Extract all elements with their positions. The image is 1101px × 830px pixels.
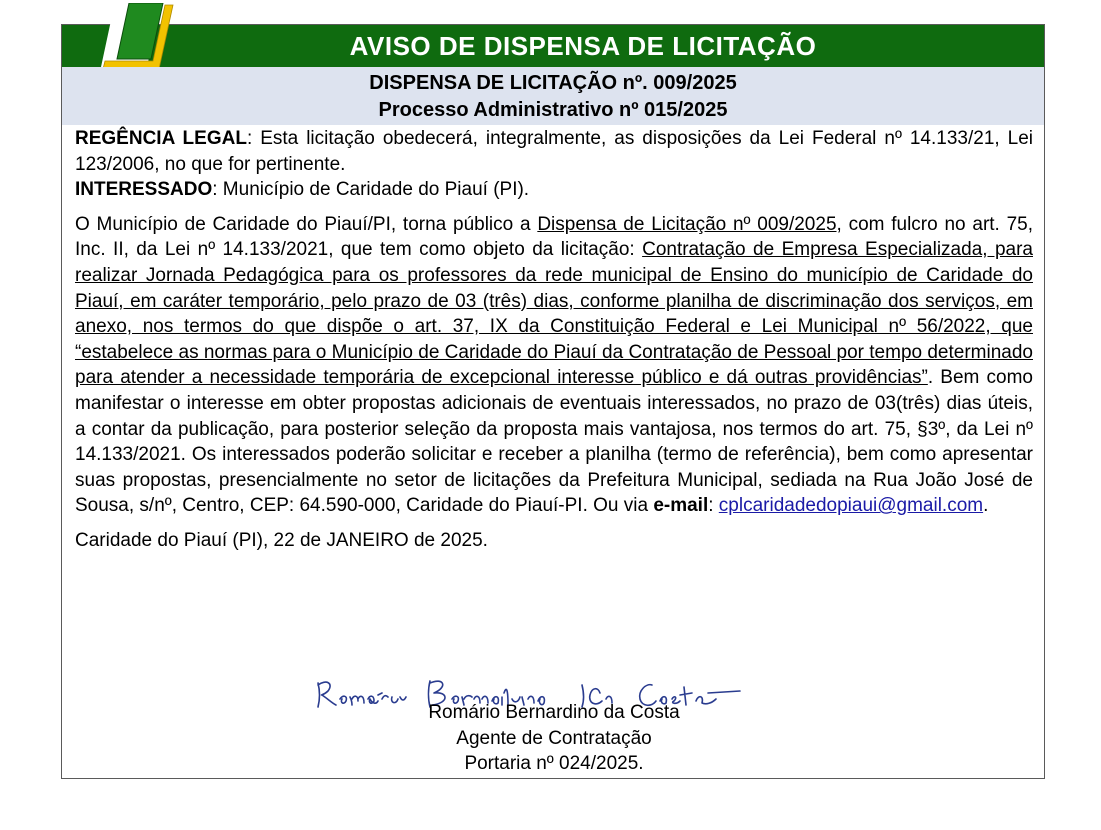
regencia-label: REGÊNCIA LEGAL (75, 128, 247, 149)
email-link[interactable]: cplcaridadedopiaui@gmail.com (718, 495, 984, 517)
signatory-name: Romário Bernardino da Costa (428, 702, 680, 723)
processo-number: Processo Administrativo nº 015/2025 (378, 99, 728, 121)
notice-frame (61, 24, 1045, 779)
signatory-portaria: Portaria nº 024/2025. (464, 753, 644, 775)
main-paragraph (75, 212, 1033, 519)
interessado-paragraph (75, 177, 1033, 203)
rest-text: . Bem como manifestar o interesse em obter propostas adicionais de eventuais interessados, no prazo de 03(três) dias úteis, a contar da publicação, para posterior seleção da proposta mais vantajosa, nos termos do art. 75, §3º, da Lei nº 14.133/2021. Os interessados poderão solicitar e receber a planilha (termo de referência), bem como apresentar suas propostas, presencialmente no setor de licitações da Prefeitura Municipal, sediada na Rua João José de Sousa, s/nº, Centro, CEP: 64.590-000, Caridade do Piauí-PI. Ou via (75, 367, 1033, 517)
regencia-text: : Esta licitação obedecerá, integralmente, as disposições da Lei Federal nº 14.133/21, Lei 123/2006, no que for pertinente. (75, 128, 1034, 175)
email-colon: : (708, 495, 719, 517)
interessado-text: : Município de Caridade do Piauí (PI). (212, 179, 530, 201)
interessado-label: INTERESSADO (75, 179, 213, 201)
signature-block (62, 673, 1046, 783)
fulcro-text: , com fulcro no art. 75, Inc. II, da Lei nº 14.133/2021, que tem como objeto da licitação: (75, 213, 1034, 261)
dispensa-number: DISPENSA DE LICITAÇÃO nº. 009/2025 (369, 72, 737, 94)
objeto-text: Contratação de Empresa Especializada, para realizar Jornada Pedagógica para os professores da rede municipal de Ensino do município de Caridade do Piauí, em caráter temporário, pelo prazo de 03 (três) dias, conforme planilha de discriminação dos serviços, em anexo, nos termos do que dispõe o art. 37, IX da Constituição Federal e Lei Municipal nº 56/2022, que “estabelece as normas para o Município de Caridade do Piauí da Contratação de Pessoal por tempo determinado para atender a necessidade temporária de excepcional interesse público e dá outras providências” (75, 239, 1033, 389)
date-line: Caridade do Piauí (PI), 22 de JANEIRO de 2025. (75, 529, 488, 551)
header-bar (62, 25, 1044, 67)
regencia-paragraph (75, 126, 1033, 177)
intro-text: O Município de Caridade do Piauí/PI, torna público a (75, 213, 538, 235)
notice-body (75, 126, 1033, 554)
page-title: AVISO DE DISPENSA DE LICITAÇÃO (349, 31, 817, 61)
subheader (62, 67, 1044, 125)
signatory-role: Agente de Contratação (456, 727, 652, 749)
signatory-info (62, 700, 1046, 777)
email-end: . (983, 495, 989, 517)
email-label: e-mail (653, 495, 709, 517)
dispensa-reference: Dispensa de Licitação nº 009/2025 (537, 213, 837, 235)
